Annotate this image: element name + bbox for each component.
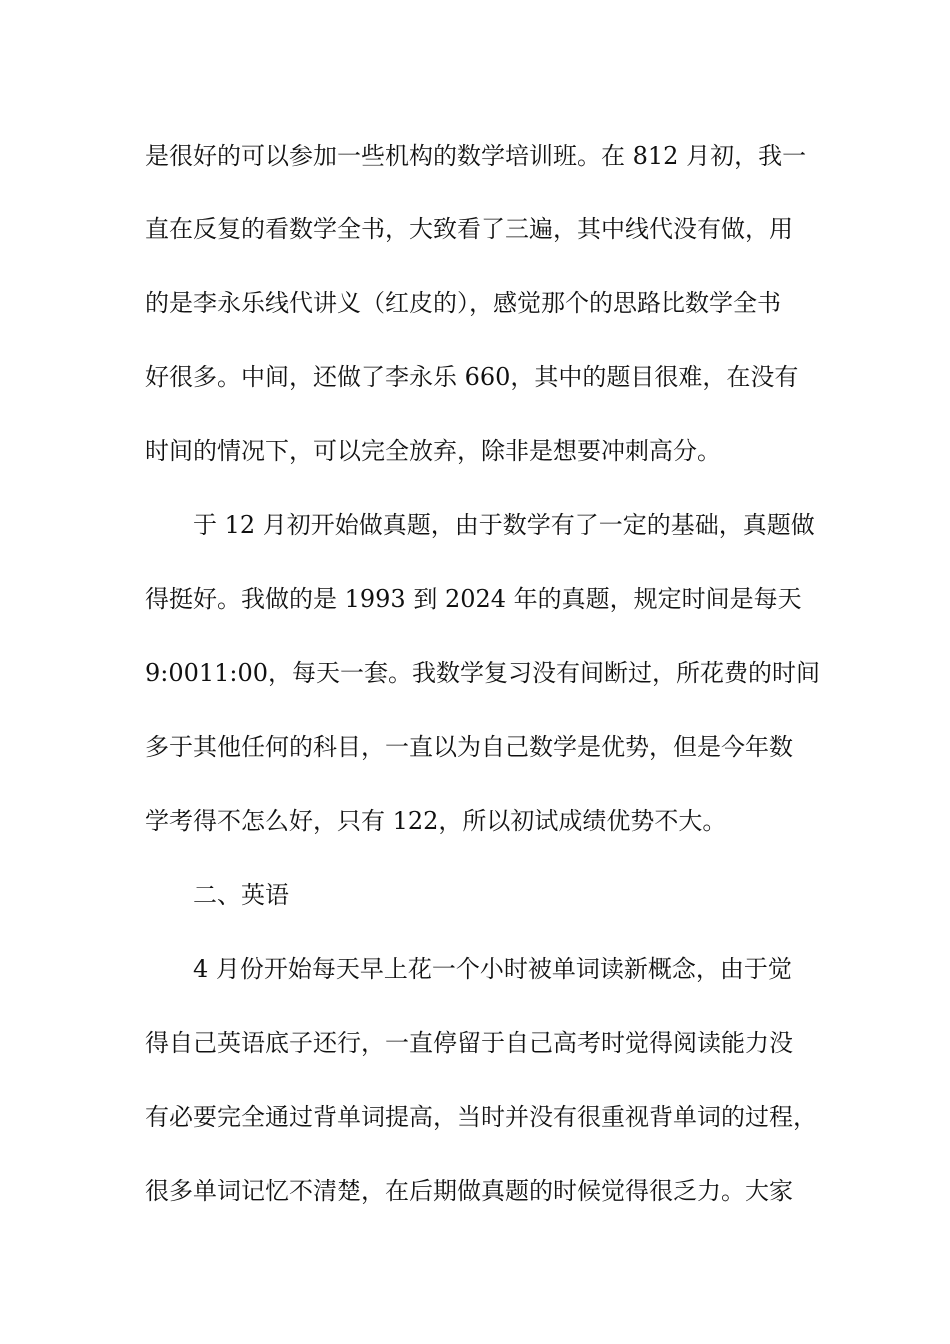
text-line-12: 4 月份开始每天早上花一个小时被单词读新概念，由于觉: [193, 955, 792, 983]
text-line-7: 得挺好。我做的是 1993 到 2024 年的真题，规定时间是每天: [145, 585, 802, 613]
text-line-9: 多于其他任何的科目，一直以为自己数学是优势，但是今年数: [145, 733, 793, 761]
section-heading-english: 二、英语: [193, 881, 289, 909]
text-line-4: 好很多。中间，还做了李永乐 660，其中的题目很难，在没有: [145, 363, 799, 391]
text-line-3: 的是李永乐线代讲义（红皮的），感觉那个的思路比数学全书: [145, 289, 781, 317]
text-line-6: 于 12 月初开始做真题，由于数学有了一定的基础，真题做: [193, 511, 815, 539]
text-line-2: 直在反复的看数学全书，大致看了三遍，其中线代没有做，用: [145, 215, 793, 243]
text-line-8: 9:0011:00，每天一套。我数学复习没有间断过，所花费的时间: [145, 659, 821, 687]
text-line-15: 很多单词记忆不清楚，在后期做真题的时候觉得很乏力。大家: [145, 1177, 793, 1205]
text-line-14: 有必要完全通过背单词提高，当时并没有很重视背单词的过程，: [145, 1103, 817, 1131]
text-line-13: 得自己英语底子还行，一直停留于自己高考时觉得阅读能力没: [145, 1029, 793, 1057]
text-line-5: 时间的情况下，可以完全放弃，除非是想要冲刺高分。: [145, 437, 721, 465]
text-line-1: 是很好的可以参加一些机构的数学培训班。在 812 月初，我一: [145, 142, 807, 170]
text-line-10: 学考得不怎么好，只有 122，所以初试成绩优势不大。: [145, 807, 727, 835]
